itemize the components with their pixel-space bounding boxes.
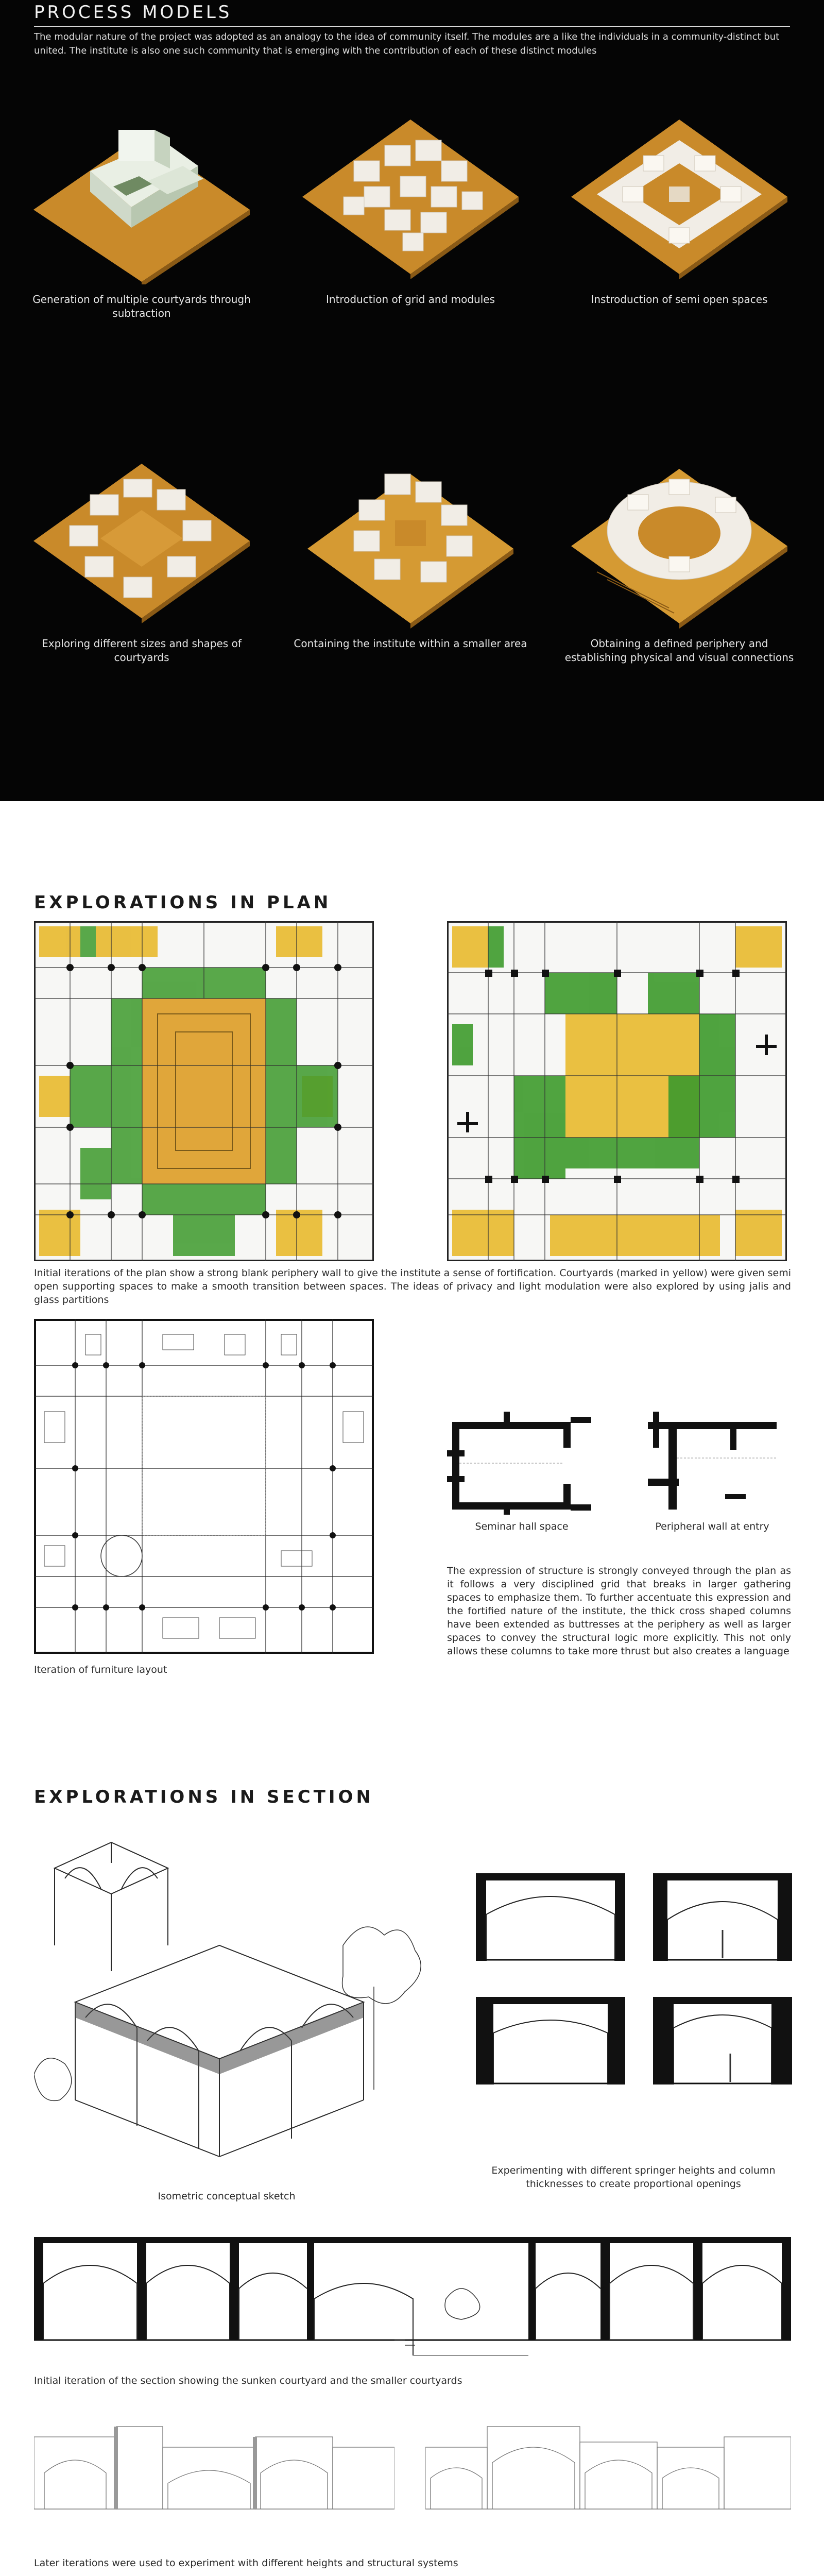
peripheral-wall-caption: Peripheral wall at entry — [655, 1521, 769, 1532]
section-section-title: EXPLORATIONS IN SECTION — [34, 1787, 374, 1807]
model-photo — [28, 109, 255, 284]
isometric-sketch — [34, 1832, 425, 2182]
springer-caption: Experimenting with different springer heights and column thicknesses to create proportional openings — [491, 2165, 776, 2190]
springer-study-4 — [653, 1997, 792, 2084]
later-section-1 — [34, 2416, 394, 2519]
process-model-6 — [558, 453, 800, 665]
isometric-caption: Isometric conceptual sketch — [158, 2191, 296, 2202]
plan-iteration-1 — [34, 921, 374, 1261]
process-model-2 — [289, 109, 531, 307]
process-models-section — [0, 0, 824, 801]
process-model-5 — [289, 453, 531, 651]
model-caption: Obtaining a defined periphery and establishing physical and visual connections — [564, 637, 794, 664]
structure-description: The expression of structure is strongly conveyed through the plan as it follows a very disciplined grid that breaks in larger gathering spaces to emphasize them. To further accentuate this expression and the fortified nature of the institute, the thick cross shaped columns have been extended as buttresses at the periphery as well as larger spaces to convey the structural logic more explicitly. This not only allows these columns to take more thrust but also creates a language — [447, 1565, 791, 1657]
seminar-hall-plan — [447, 1412, 596, 1515]
later-section-2 — [425, 2421, 791, 2519]
model-photo — [297, 109, 524, 284]
process-model-4 — [21, 453, 263, 665]
process-models-intro: The modular nature of the project was adopted as an analogy to the idea of community itself. The modules are a like the individuals in a community-distinct but united. The institute is also one such community that is emerging with the contribution of each of these distinct modules — [34, 31, 780, 56]
model-photo — [566, 109, 793, 284]
peripheral-wall-plan — [638, 1412, 787, 1515]
model-photo — [297, 453, 524, 629]
model-caption: Containing the institute within a smaller area — [294, 637, 527, 650]
model-caption: Generation of multiple courtyards through subtraction — [32, 293, 251, 319]
springer-study-2 — [653, 1873, 792, 1961]
plan-section-title: EXPLORATIONS IN PLAN — [34, 892, 332, 913]
model-photo — [566, 453, 793, 629]
furniture-layout-plan — [34, 1319, 374, 1654]
process-model-3 — [558, 109, 800, 307]
model-caption: Introduction of grid and modules — [326, 293, 495, 306]
title-divider — [34, 26, 790, 27]
model-photo — [28, 453, 255, 629]
model-caption: Exploring different sizes and shapes of courtyards — [42, 637, 242, 664]
springer-study-3 — [476, 1997, 625, 2084]
plan-iteration-2 — [447, 921, 787, 1261]
later-iterations-caption: Later iterations were used to experiment with different heights and structural systems — [34, 2557, 458, 2569]
furniture-layout-caption: Iteration of furniture layout — [34, 1664, 167, 1675]
initial-section-caption: Initial iteration of the section showing the sunken courtyard and the smaller courtyards — [34, 2375, 462, 2386]
plan-iterations-description: Initial iterations of the plan show a strong blank periphery wall to give the institute a sense of fortification. Courtyards (marked in yellow) were given semi open supporting spaces to make a smooth transition between spaces. The ideas of privacy and light modulation were also explored by using jalis and glass partitions — [34, 1267, 791, 1306]
process-model-1 — [21, 109, 263, 320]
springer-study-1 — [476, 1873, 625, 1961]
process-models-title: PROCESS MODELS — [34, 2, 232, 23]
initial-long-section — [34, 2237, 791, 2355]
model-caption: Instroduction of semi open spaces — [591, 293, 768, 306]
seminar-hall-caption: Seminar hall space — [475, 1521, 569, 1532]
